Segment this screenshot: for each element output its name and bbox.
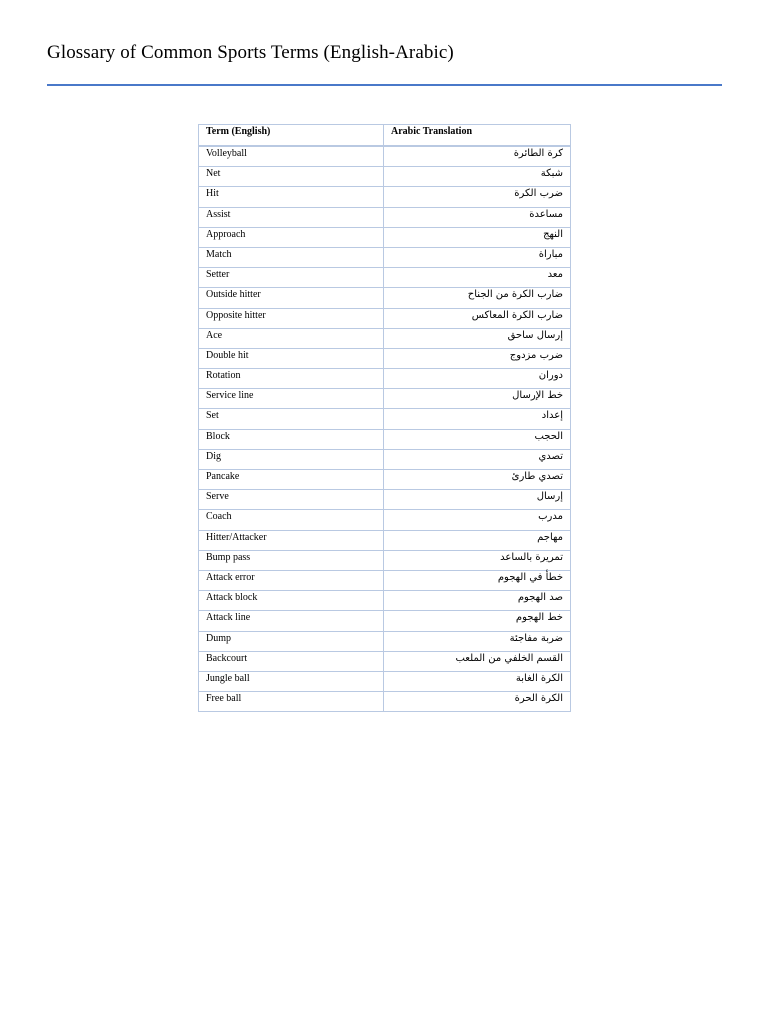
arabic-translation-cell: صد الهجوم xyxy=(384,591,571,611)
english-term-cell: Volleyball xyxy=(199,146,384,167)
table-row xyxy=(199,187,571,207)
english-term-cell: Block xyxy=(199,429,384,449)
page-title: Glossary of Common Sports Terms (English-Arabic) xyxy=(47,42,454,63)
english-term-cell: Bump pass xyxy=(199,550,384,570)
english-term-cell: Service line xyxy=(199,389,384,409)
table-row xyxy=(199,146,571,167)
column-header-english: Term (English) xyxy=(199,125,384,147)
arabic-translation-cell: مهاجم xyxy=(384,530,571,550)
table-row xyxy=(199,591,571,611)
table-row xyxy=(199,207,571,227)
arabic-translation-cell: إعداد xyxy=(384,409,571,429)
table-row xyxy=(199,429,571,449)
table-row xyxy=(199,611,571,631)
arabic-translation-cell: شبكة xyxy=(384,167,571,187)
arabic-translation-cell: تصدي طارئ xyxy=(384,470,571,490)
glossary-table-body xyxy=(199,146,571,712)
arabic-translation-cell: خطأ في الهجوم xyxy=(384,570,571,590)
table-row xyxy=(199,470,571,490)
english-term-cell: Hitter/Attacker xyxy=(199,530,384,550)
arabic-translation-cell: الكرة الحرة xyxy=(384,692,571,712)
arabic-translation-cell: ضرب مزدوج xyxy=(384,348,571,368)
table-row xyxy=(199,449,571,469)
english-term-cell: Ace xyxy=(199,328,384,348)
arabic-translation-cell: إرسال ساحق xyxy=(384,328,571,348)
table-row xyxy=(199,631,571,651)
english-term-cell: Jungle ball xyxy=(199,671,384,691)
table-row xyxy=(199,651,571,671)
english-term-cell: Opposite hitter xyxy=(199,308,384,328)
arabic-translation-cell: ضرب الكرة xyxy=(384,187,571,207)
arabic-translation-cell: إرسال xyxy=(384,490,571,510)
table-header-row xyxy=(199,125,571,147)
english-term-cell: Attack error xyxy=(199,570,384,590)
english-term-cell: Attack block xyxy=(199,591,384,611)
table-row xyxy=(199,328,571,348)
arabic-translation-cell: تصدي xyxy=(384,449,571,469)
table-row xyxy=(199,510,571,530)
english-term-cell: Dump xyxy=(199,631,384,651)
english-term-cell: Rotation xyxy=(199,369,384,389)
english-term-cell: Backcourt xyxy=(199,651,384,671)
arabic-translation-cell: ضارب الكرة من الجناح xyxy=(384,288,571,308)
table-row xyxy=(199,490,571,510)
arabic-translation-cell: كرة الطائرة xyxy=(384,146,571,167)
english-term-cell: Outside hitter xyxy=(199,288,384,308)
table-row xyxy=(199,288,571,308)
arabic-translation-cell: ضارب الكرة المعاكس xyxy=(384,308,571,328)
arabic-translation-cell: دوران xyxy=(384,369,571,389)
english-term-cell: Assist xyxy=(199,207,384,227)
english-term-cell: Double hit xyxy=(199,348,384,368)
table-row xyxy=(199,227,571,247)
english-term-cell: Serve xyxy=(199,490,384,510)
table-row xyxy=(199,167,571,187)
column-header-arabic: Arabic Translation xyxy=(384,125,571,147)
english-term-cell: Setter xyxy=(199,268,384,288)
english-term-cell: Set xyxy=(199,409,384,429)
arabic-translation-cell: مباراة xyxy=(384,247,571,267)
arabic-translation-cell: معد xyxy=(384,268,571,288)
arabic-translation-cell: تمريرة بالساعد xyxy=(384,550,571,570)
english-term-cell: Match xyxy=(199,247,384,267)
arabic-translation-cell: القسم الخلفي من الملعب xyxy=(384,651,571,671)
english-term-cell: Approach xyxy=(199,227,384,247)
table-row xyxy=(199,247,571,267)
arabic-translation-cell: الحجب xyxy=(384,429,571,449)
table-row xyxy=(199,268,571,288)
title-divider xyxy=(47,84,722,86)
table-row xyxy=(199,308,571,328)
english-term-cell: Dig xyxy=(199,449,384,469)
table-row xyxy=(199,389,571,409)
arabic-translation-cell: خط الهجوم xyxy=(384,611,571,631)
english-term-cell: Net xyxy=(199,167,384,187)
table-row xyxy=(199,369,571,389)
english-term-cell: Attack line xyxy=(199,611,384,631)
english-term-cell: Coach xyxy=(199,510,384,530)
glossary-table xyxy=(198,124,571,712)
arabic-translation-cell: خط الإرسال xyxy=(384,389,571,409)
table-row xyxy=(199,348,571,368)
table-row xyxy=(199,692,571,712)
arabic-translation-cell: مدرب xyxy=(384,510,571,530)
table-row xyxy=(199,409,571,429)
table-row xyxy=(199,671,571,691)
table-row xyxy=(199,570,571,590)
table-row xyxy=(199,530,571,550)
arabic-translation-cell: مساعدة xyxy=(384,207,571,227)
arabic-translation-cell: النهج xyxy=(384,227,571,247)
arabic-translation-cell: ضربة مفاجئة xyxy=(384,631,571,651)
english-term-cell: Free ball xyxy=(199,692,384,712)
english-term-cell: Pancake xyxy=(199,470,384,490)
english-term-cell: Hit xyxy=(199,187,384,207)
arabic-translation-cell: الكرة الغابة xyxy=(384,671,571,691)
table-row xyxy=(199,550,571,570)
